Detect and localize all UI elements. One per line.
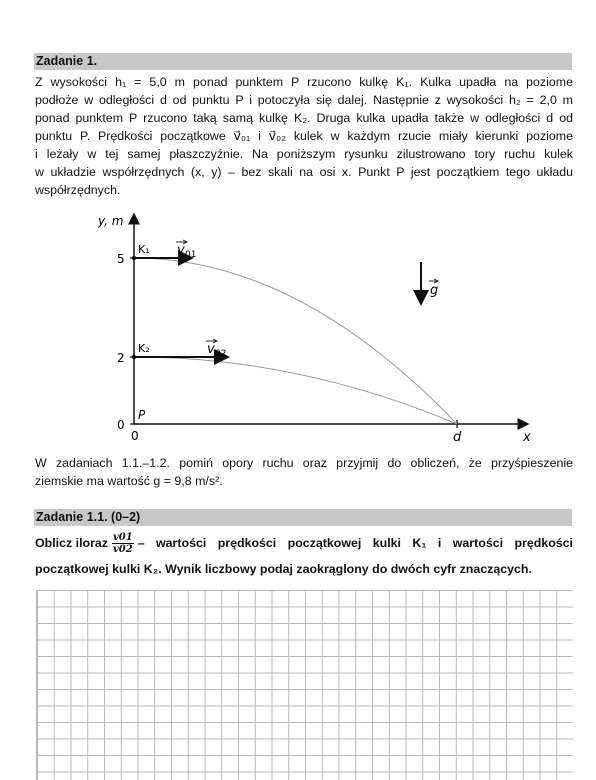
origin-x-label: 0 xyxy=(131,429,139,443)
subtask-header-bar xyxy=(34,509,572,526)
task-1-line-3: ponad punktem P rzucono taką samą kulkę K₂. Druga kulka upadła także w odległości d od xyxy=(35,111,573,125)
ball-k2-dot xyxy=(132,355,136,359)
svg-text:02: 02 xyxy=(215,349,227,359)
ratio-numerator: v01 xyxy=(112,531,133,543)
question-suffix: – wartości prędkości początkowej kulki K₁ i wartości prędkości xyxy=(137,536,573,550)
task-1-1-question xyxy=(35,530,573,582)
trajectory-k1 xyxy=(134,258,457,424)
trajectory-k2 xyxy=(134,357,457,424)
task-1-line-7: współrzędnych. xyxy=(35,183,121,197)
g-label xyxy=(429,279,438,298)
task-1-line-5: i leżały w tej samej płaszczyźnie. Na poniższym rysunku zilustrowano tory ruchu kulek xyxy=(35,147,573,161)
ratio-denominator: v02 xyxy=(112,543,133,555)
svg-text:v: v xyxy=(207,342,215,357)
task-1-line-4: punktu P. Prędkości początkowe v⃗₀₁ i v⃗₀₂ kulek w każdym rzucie miały kierunki poziome xyxy=(35,129,573,143)
answer-grid[interactable] xyxy=(36,590,573,780)
point-p-label: P xyxy=(138,408,146,422)
v01-label xyxy=(176,240,196,260)
task-1-line-6: w układzie współrzędnych (x, y) – bez skali na osi x. Punkt P jest początkiem tego układu xyxy=(35,165,573,179)
v02-label xyxy=(206,339,226,359)
question-line-1 xyxy=(35,530,573,556)
x-axis-label: x xyxy=(523,430,531,445)
tick-2-label: 2 xyxy=(117,351,125,365)
ball-k1-dot xyxy=(132,256,136,260)
tick-5-label: 5 xyxy=(117,252,125,266)
note-line-1: W zadaniach 1.1.–1.2. pomiń opory ruchu oraz przyjmij do obliczeń, że przyśpieszenie xyxy=(35,456,573,470)
point-d-label: d xyxy=(453,430,462,445)
question-line-2: początkowej kulki K₂. Wynik liczbowy podaj zaokrąglony do dwóch cyfr znaczących. xyxy=(35,562,532,576)
y-axis-label: y, m xyxy=(98,214,124,228)
note-line-2: ziemskie ma wartość g = 9,8 m/s². xyxy=(35,474,223,488)
svg-text:v: v xyxy=(177,243,185,258)
task-1-header: Zadanie 1. xyxy=(36,54,98,68)
assumptions-note xyxy=(35,454,573,490)
question-prefix: Oblicz iloraz xyxy=(35,536,108,550)
ball-k1-label: K₁ xyxy=(138,243,150,256)
svg-text:g: g xyxy=(430,283,439,298)
tick-0-label: 0 xyxy=(117,418,125,432)
velocity-ratio-fraction xyxy=(112,532,134,555)
svg-text:01: 01 xyxy=(185,250,197,260)
ball-k2-label: K₂ xyxy=(138,342,150,355)
task-1-line-1: Z wysokości h₁ = 5,0 m ponad punktem P rzucono kulkę K₁. Kulka upadła na poziome xyxy=(35,75,573,89)
task-1-1-header: Zadanie 1.1. (0–2) xyxy=(36,510,141,524)
task-1-line-2: podłoże w odległości d od punktu P i potoczyła się dalej. Następnie z wysokości h₂ = 2,0 m xyxy=(35,93,573,107)
